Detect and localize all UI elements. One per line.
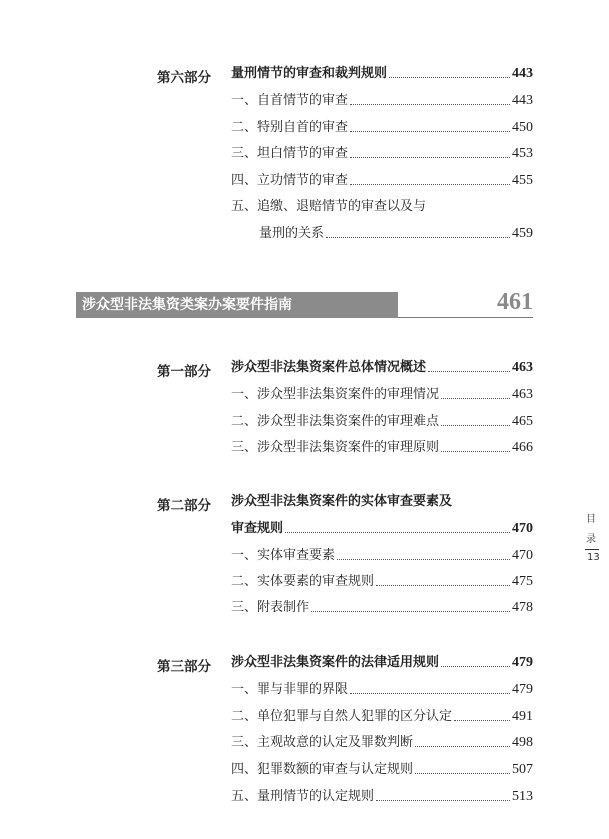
side-tab-char1: 目 xyxy=(586,514,596,525)
toc-entry[interactable] xyxy=(231,173,533,189)
leader-dots xyxy=(441,450,510,452)
leader-dots xyxy=(389,76,510,78)
toc-entry-text: 一、实体审查要素 xyxy=(231,548,336,563)
toc-entry-text: 四、立功情节的审查 xyxy=(231,173,349,188)
toc-entry-text: 一、罪与非罪的界限 xyxy=(231,682,349,697)
toc-entry-page: 475 xyxy=(512,574,533,589)
leader-dots xyxy=(326,236,510,238)
toc-entry-text: 四、犯罪数额的审查与认定规则 xyxy=(231,762,414,777)
toc-entry[interactable] xyxy=(231,600,533,616)
leader-dots xyxy=(441,665,510,667)
leader-dots xyxy=(350,103,510,105)
toc-entry-text: 一、自首情节的审查 xyxy=(231,93,349,108)
toc-entry-text: 一、涉众型非法集资案件的审理情况 xyxy=(231,387,440,402)
toc-entry-text: 三、坦白情节的审查 xyxy=(231,146,349,161)
toc-entry[interactable] xyxy=(231,440,533,456)
leader-dots xyxy=(337,558,510,560)
toc-entry-text: 五、量刑情节的认定规则 xyxy=(231,789,375,804)
leader-dots xyxy=(441,397,510,399)
toc-entry-page: 465 xyxy=(512,414,533,429)
toc-entry-text: 二、涉众型非法集资案件的审理难点 xyxy=(231,414,440,429)
leader-dots xyxy=(376,584,510,586)
leader-dots xyxy=(350,156,510,158)
section6-page: 443 xyxy=(512,66,533,81)
toc-entry[interactable] xyxy=(231,146,533,162)
toc-entry[interactable] xyxy=(231,682,533,698)
part1-title: 涉众型非法集资案件总体情况概述 xyxy=(231,360,427,375)
toc-entry[interactable] xyxy=(259,226,533,242)
side-page-number: 13 xyxy=(587,552,600,563)
part2-title-line2[interactable] xyxy=(231,521,533,537)
leader-dots xyxy=(454,719,510,721)
toc-entry[interactable] xyxy=(231,789,533,805)
part2-label: 第二部分 xyxy=(157,498,211,514)
part1-label: 第一部分 xyxy=(157,364,211,380)
part2-page: 470 xyxy=(512,521,533,536)
toc-entry[interactable] xyxy=(231,387,533,403)
toc-entry-text: 量刑的关系 xyxy=(259,226,325,241)
toc-entry[interactable] xyxy=(231,574,533,590)
toc-entry-text: 三、主观故意的认定及罪数判断 xyxy=(231,735,414,750)
banner-rule xyxy=(398,317,533,318)
part3-title: 涉众型非法集资案件的法律适用规则 xyxy=(231,655,440,670)
leader-dots xyxy=(311,610,510,612)
leader-dots xyxy=(350,692,510,694)
toc-entry-page: 443 xyxy=(512,93,533,108)
side-tab-rule xyxy=(585,549,599,550)
part2-title-cont: 审查规则 xyxy=(231,521,284,536)
toc-entry-text: 五、追缴、退赔情节的审查以及与 xyxy=(231,199,427,214)
leader-dots xyxy=(441,424,510,426)
section6-label: 第六部分 xyxy=(157,70,211,86)
toc-entry-text: 三、附表制作 xyxy=(231,600,310,615)
side-tab-char2: 录 xyxy=(586,534,596,545)
part3-title-line[interactable] xyxy=(231,655,533,671)
toc-entry-page: 513 xyxy=(512,789,533,804)
toc-entry[interactable] xyxy=(231,93,533,109)
leader-dots xyxy=(415,772,510,774)
part3-label: 第三部分 xyxy=(157,659,211,675)
leader-dots xyxy=(350,183,510,185)
toc-entry-page: 455 xyxy=(512,173,533,188)
leader-dots xyxy=(428,370,510,372)
leader-dots xyxy=(350,130,510,132)
toc-entry[interactable] xyxy=(231,762,533,778)
toc-entry-page: 491 xyxy=(512,709,533,724)
leader-dots xyxy=(415,745,510,747)
section6-title: 量刑情节的审查和裁判规则 xyxy=(231,66,388,81)
toc-entry[interactable] xyxy=(231,120,533,136)
toc-entry[interactable] xyxy=(231,709,533,725)
toc-entry-page: 478 xyxy=(512,600,533,615)
toc-entry-page: 463 xyxy=(512,387,533,402)
leader-dots xyxy=(376,799,510,801)
toc-entry-text: 二、单位犯罪与自然人犯罪的区分认定 xyxy=(231,709,453,724)
toc-entry-page: 479 xyxy=(512,682,533,697)
part2-title: 涉众型非法集资案件的实体审查要素及 xyxy=(231,494,453,509)
part3-page: 479 xyxy=(512,655,533,670)
toc-entry-page: 466 xyxy=(512,440,533,455)
chapter-page: 461 xyxy=(497,289,533,315)
part1-title-line[interactable] xyxy=(231,360,533,376)
chapter-banner[interactable]: 涉众型非法集资类案办案要件指南 xyxy=(76,292,398,318)
toc-entry[interactable] xyxy=(231,414,533,430)
toc-entry-line1[interactable] xyxy=(231,199,533,215)
toc-entry-page: 453 xyxy=(512,146,533,161)
toc-entry[interactable] xyxy=(231,548,533,564)
toc-entry-page: 498 xyxy=(512,735,533,750)
part1-page: 463 xyxy=(512,360,533,375)
toc-entry-page: 470 xyxy=(512,548,533,563)
toc-entry-text: 二、特别自首的审查 xyxy=(231,120,349,135)
toc-entry-page: 459 xyxy=(512,226,533,241)
section6-title-line[interactable] xyxy=(231,66,533,82)
part2-title-line1[interactable] xyxy=(231,494,533,510)
toc-entry-text: 三、涉众型非法集资案件的审理原则 xyxy=(231,440,440,455)
toc-entry-page: 507 xyxy=(512,762,533,777)
toc-entry-text: 二、实体要素的审查规则 xyxy=(231,574,375,589)
leader-dots xyxy=(285,531,510,533)
toc-entry[interactable] xyxy=(231,735,533,751)
toc-entry-page: 450 xyxy=(512,120,533,135)
